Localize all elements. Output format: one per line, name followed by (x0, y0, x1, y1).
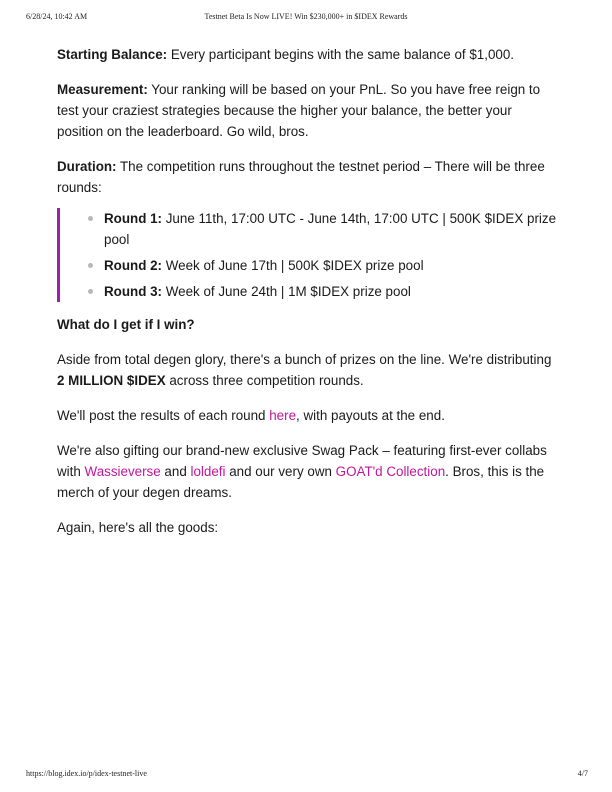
print-datetime: 6/28/24, 10:42 AM (26, 12, 88, 21)
round-item-1 (104, 208, 557, 250)
round-label: Round 1: (104, 211, 163, 226)
results-here-link[interactable]: here (269, 408, 297, 423)
print-url: https://blog.idex.io/p/idex-testnet-live (26, 769, 147, 778)
results-text-after: , with payouts at the end. (296, 408, 445, 423)
wassieverse-link[interactable]: Wassieverse (84, 464, 161, 479)
round-text: June 11th, 17:00 UTC - June 14th, 17:00 UTC | 500K $IDEX prize pool (104, 211, 557, 247)
starting-balance-text: Every participant begins with the same balance of $1,000. (167, 47, 515, 62)
rounds-blockquote (57, 208, 557, 302)
print-page-title: Testnet Beta Is Now LIVE! Win $230,000+ in $IDEX Rewards (204, 12, 408, 21)
prizes-paragraph (57, 349, 557, 391)
round-text: Week of June 17th | 500K $IDEX prize pool (162, 258, 424, 273)
swag-text-2: and (160, 464, 191, 479)
goatd-collection-link[interactable]: GOAT'd Collection (335, 464, 446, 479)
duration-text: The competition runs throughout the testnet period – There will be three rounds: (57, 159, 545, 195)
article-body (57, 44, 557, 552)
win-heading: What do I get if I win? (57, 317, 195, 332)
starting-balance-paragraph (57, 44, 557, 65)
bullet-icon (88, 216, 93, 221)
round-label: Round 2: (104, 258, 163, 273)
prizes-bold: 2 MILLION $IDEX (57, 373, 166, 388)
measurement-paragraph (57, 79, 557, 142)
prizes-text-after: across three competition rounds. (165, 373, 364, 388)
starting-balance-label: Starting Balance: (57, 47, 168, 62)
duration-label: Duration: (57, 159, 117, 174)
print-footer (0, 769, 612, 781)
swag-paragraph (57, 440, 557, 503)
print-header (0, 12, 612, 24)
bullet-icon (88, 263, 93, 268)
swag-text-3: and our very own (225, 464, 336, 479)
round-label: Round 3: (104, 284, 163, 299)
results-paragraph (57, 405, 557, 426)
measurement-label: Measurement: (57, 82, 148, 97)
measurement-text: Your ranking will be based on your PnL. So you have free reign to test your craziest strategies because the higher your balance, the better your position on the leaderboard. Go wild, bros. (57, 82, 541, 139)
rounds-list (104, 208, 557, 302)
swag-text-1: We're also gifting our brand-new exclusive Swag Pack – featuring first-ever collabs with (57, 443, 547, 479)
bullet-icon (88, 289, 93, 294)
duration-paragraph (57, 156, 557, 198)
round-item-2 (104, 255, 557, 276)
round-item-3 (104, 281, 557, 302)
results-text-before: We'll post the results of each round (57, 408, 270, 423)
round-text: Week of June 24th | 1M $IDEX prize pool (162, 284, 411, 299)
prizes-text-before: Aside from total degen glory, there's a bunch of prizes on the line. We're distributing (57, 352, 552, 367)
print-page-number: 4/7 (577, 769, 588, 778)
goods-intro-paragraph: Again, here's all the goods: (57, 520, 219, 535)
loldefi-link[interactable]: loldefi (190, 464, 226, 479)
swag-text-4: . Bros, this is the merch of your degen dreams. (57, 464, 545, 500)
